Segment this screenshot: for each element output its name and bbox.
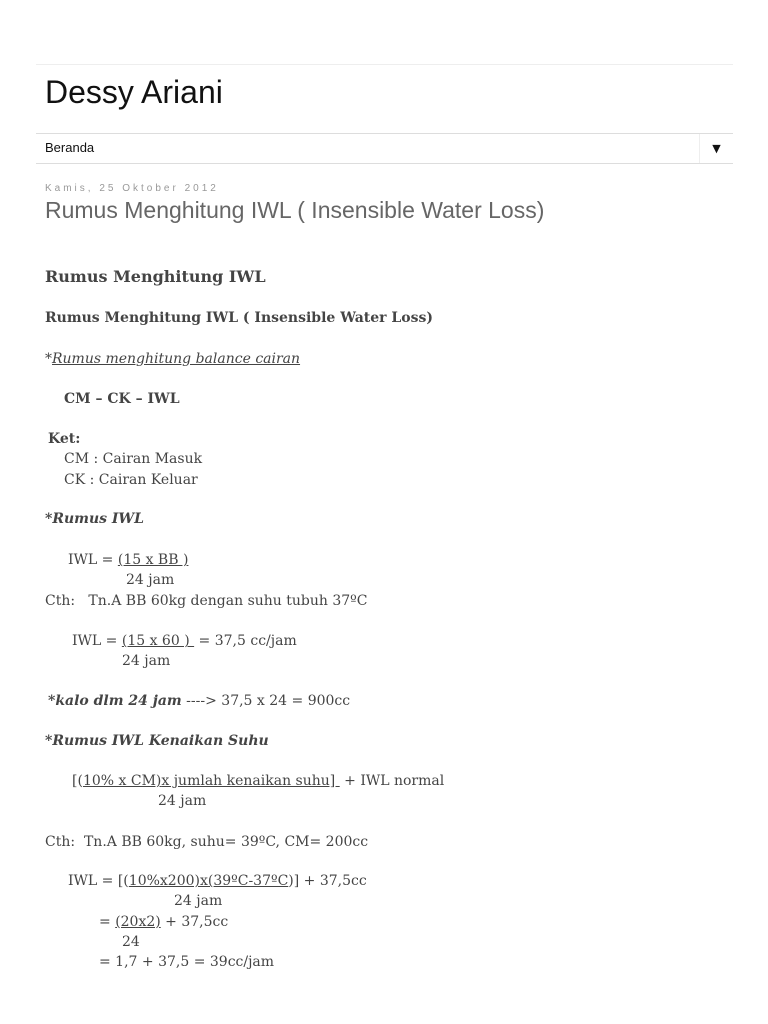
text: [( xyxy=(72,773,83,789)
text: = xyxy=(99,914,116,930)
text: x jumlah kenaikan suhu] xyxy=(161,773,340,789)
example-2: Cth: Tn.A BB 60kg, suhu= 39ºC, CM= 200cc xyxy=(45,834,369,850)
blog-title[interactable]: Dessy Ariani xyxy=(45,74,223,110)
kenaikan-formula xyxy=(72,772,444,790)
dropdown-arrow-icon[interactable]: ▼ xyxy=(699,134,733,163)
text: )] + 37,5cc xyxy=(288,873,367,889)
iwl-example xyxy=(72,632,297,650)
ket-label: Ket: xyxy=(48,431,81,447)
formula-balance: CM – CK – IWL xyxy=(64,391,180,407)
denominator: 24 jam xyxy=(122,653,171,669)
text: 10% x CM) xyxy=(82,773,162,789)
text: *kalo dlm 24 jam xyxy=(48,693,182,709)
cm-def: CM : Cairan Masuk xyxy=(64,451,203,467)
numerator: 10%x200)x(39ºC-37ºC xyxy=(128,873,289,889)
text: + 37,5cc xyxy=(160,914,229,930)
subheading: Rumus Menghitung IWL ( Insensible Water Loss) xyxy=(45,310,433,326)
nav-bar xyxy=(36,133,733,164)
iwl-formula xyxy=(68,551,188,569)
text: IWL = [( xyxy=(68,873,129,889)
denominator: 24 jam xyxy=(158,793,207,809)
denominator: 24 jam xyxy=(174,893,223,909)
text: ----> 37,5 x 24 = 900cc xyxy=(181,693,351,709)
daily-line xyxy=(48,692,350,710)
result: = 1,7 + 37,5 = 39cc/jam xyxy=(99,954,275,970)
text: IWL = xyxy=(68,552,118,568)
text: * xyxy=(45,351,52,367)
nav-item-beranda[interactable]: Beranda xyxy=(45,140,95,155)
ck-def: CK : Cairan Keluar xyxy=(64,472,198,488)
header-divider xyxy=(36,64,733,65)
post-date: Kamis, 25 Oktober 2012 xyxy=(45,183,219,194)
numerator: (15 x BB ) xyxy=(117,552,189,568)
step-2 xyxy=(99,913,228,931)
text: = 37,5 cc/jam xyxy=(194,633,297,649)
text: IWL = xyxy=(72,633,122,649)
kenaikan-heading: *Rumus IWL Kenaikan Suhu xyxy=(45,733,269,749)
denominator: 24 xyxy=(122,934,140,950)
example-1: Cth: Tn.A BB 60kg dengan suhu tubuh 37ºC xyxy=(45,593,368,609)
text: + IWL normal xyxy=(339,773,445,789)
balance-link[interactable]: Rumus menghitung balance cairan xyxy=(52,351,301,367)
numerator: (15 x 60 ) xyxy=(121,633,195,649)
kenaikan-example xyxy=(68,872,367,890)
numerator: (20x2) xyxy=(115,914,161,930)
balance-line xyxy=(45,350,300,368)
denominator: 24 jam xyxy=(126,572,175,588)
heading: Rumus Menghitung IWL xyxy=(45,267,266,286)
rumus-iwl-heading: *Rumus IWL xyxy=(45,511,144,527)
post-title: Rumus Menghitung IWL ( Insensible Water Loss) xyxy=(45,197,545,223)
